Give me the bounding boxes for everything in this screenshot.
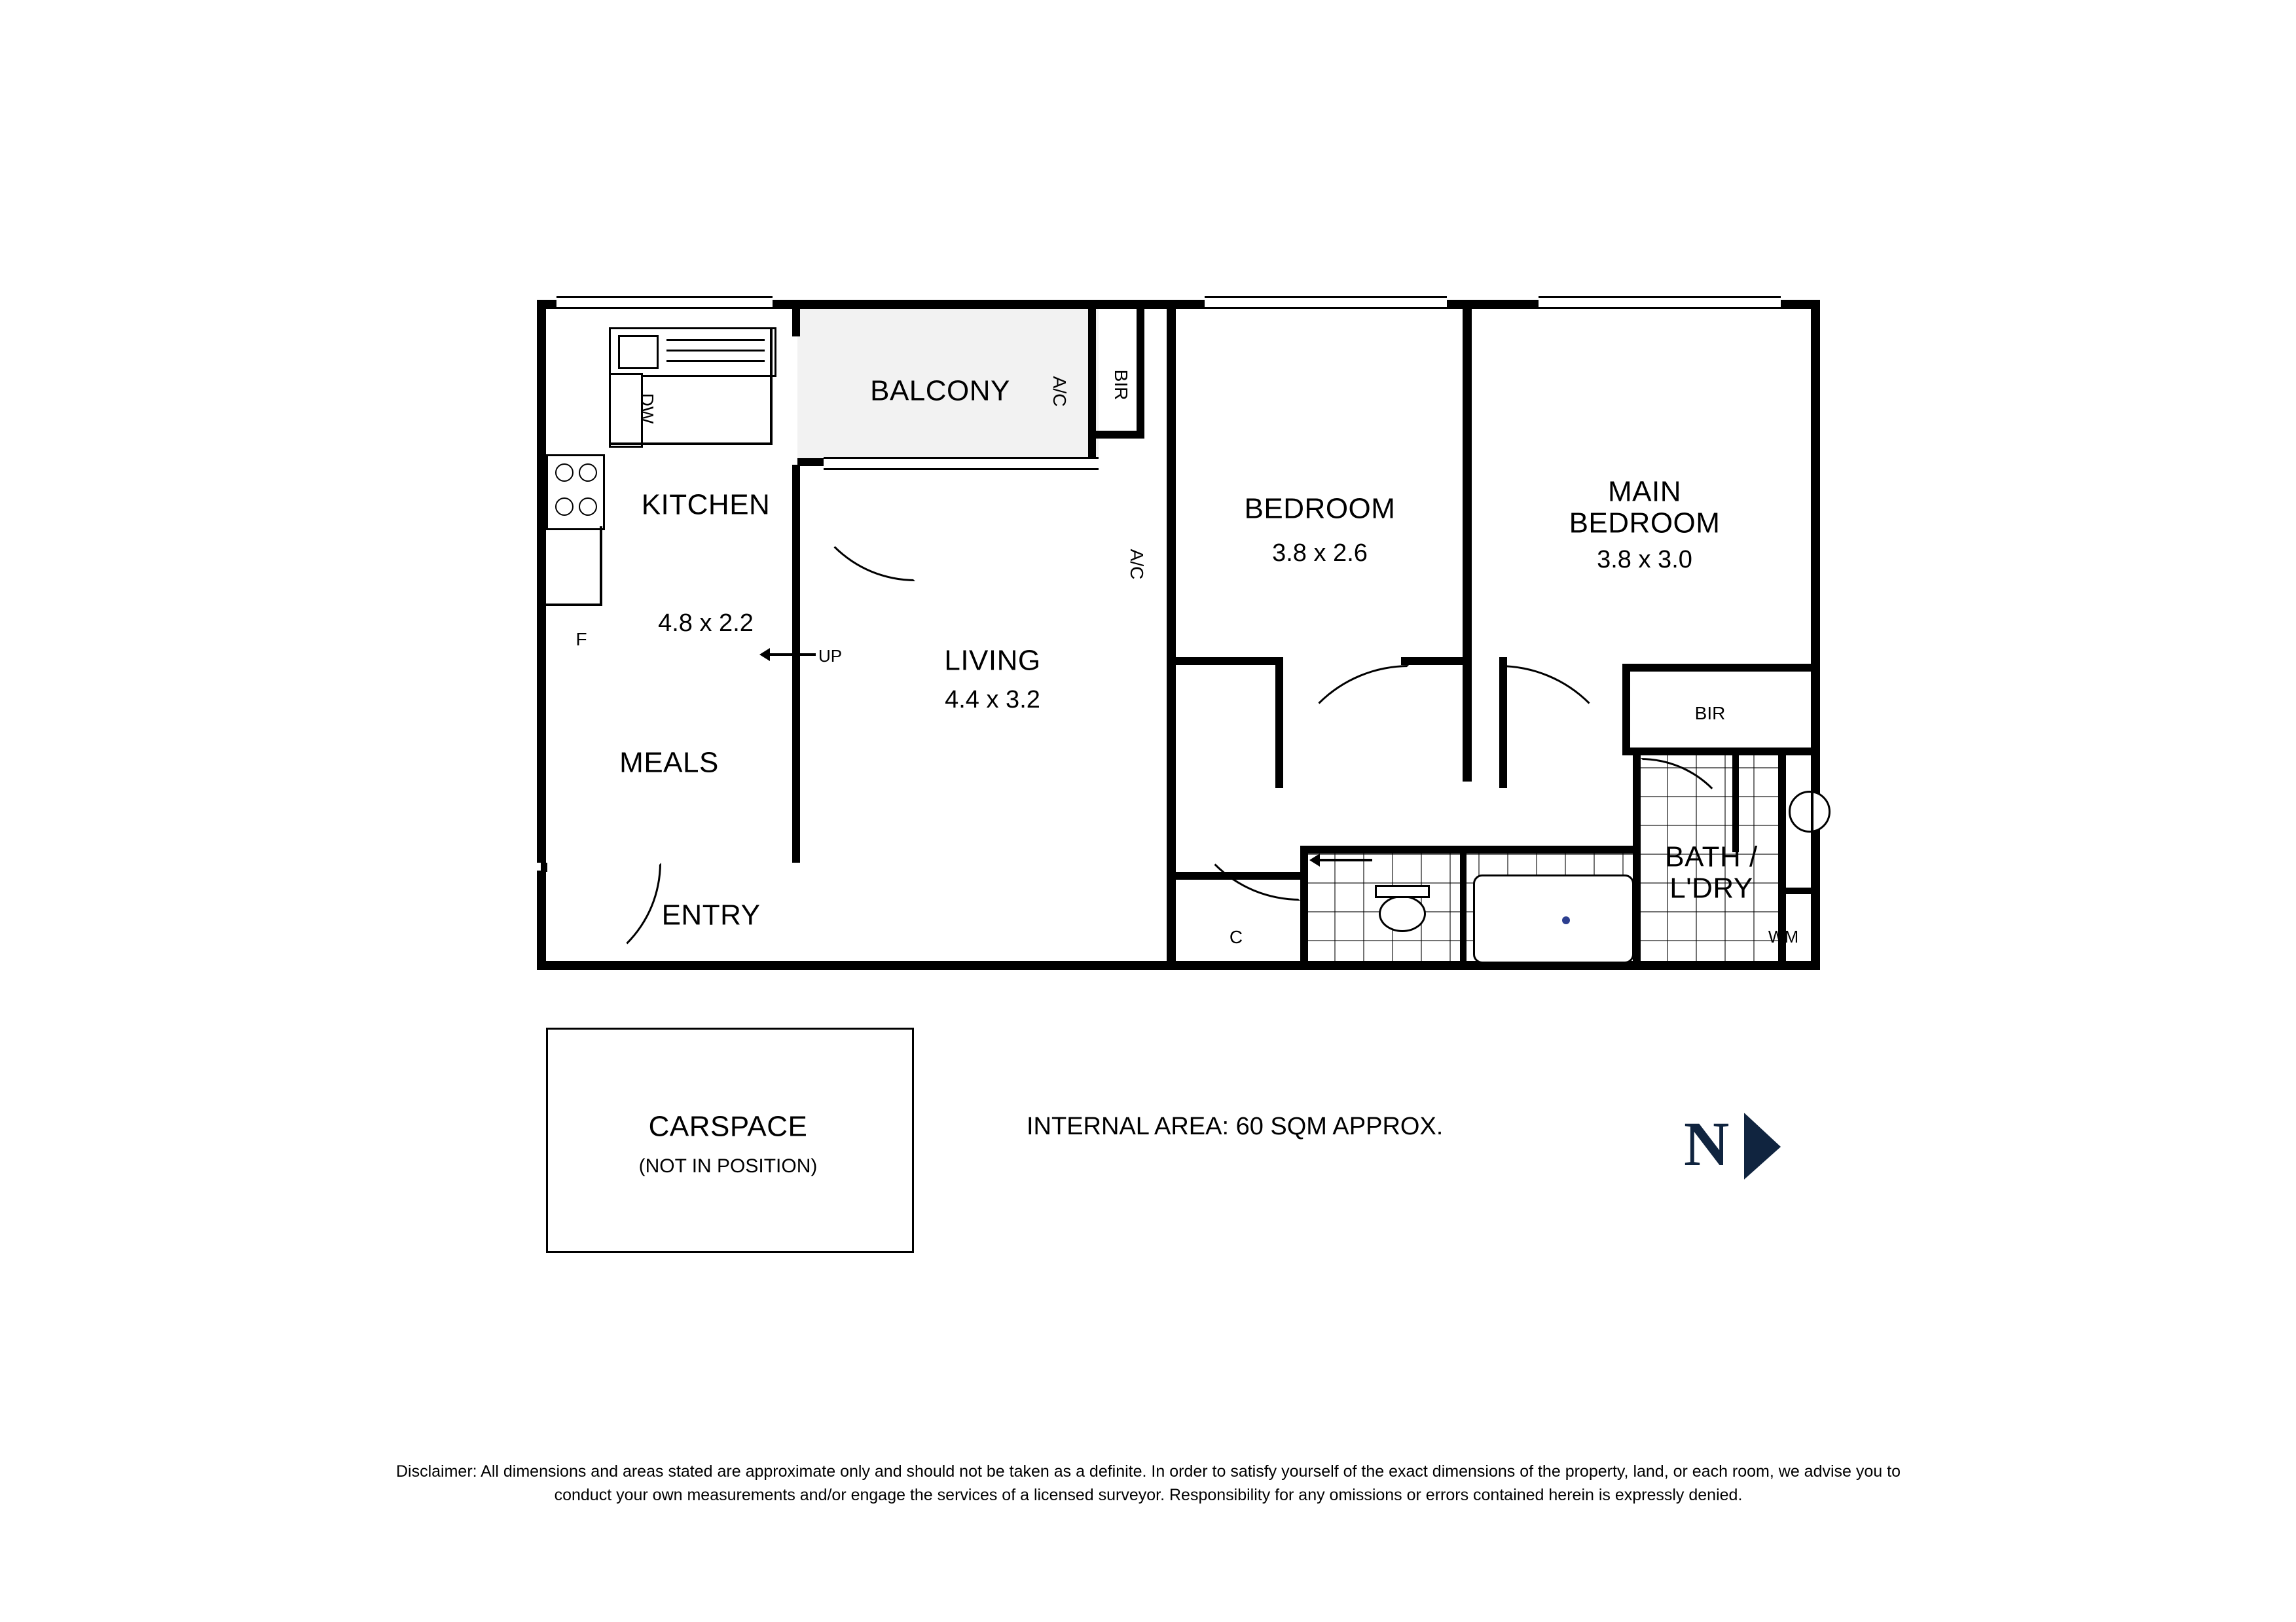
up-arrow-head bbox=[759, 648, 770, 661]
kitchen-sink-bowl bbox=[618, 335, 659, 369]
room-label-meals: MEALS bbox=[619, 746, 719, 779]
room-dim-bedroom: 3.8 x 2.6 bbox=[1272, 539, 1368, 568]
kitchen-bench-top-edge bbox=[609, 442, 773, 445]
north-label: N bbox=[1684, 1109, 1730, 1179]
living-door-swing bbox=[800, 466, 915, 581]
kitchen-sink-drain-2 bbox=[666, 350, 765, 351]
bir-label-main: BIR bbox=[1694, 702, 1726, 723]
cooktop-burner-3 bbox=[555, 497, 574, 516]
bir-label-top: BIR bbox=[1111, 369, 1132, 401]
wall-bir-main-left bbox=[1622, 664, 1630, 755]
wall-main-bedroom-bottom bbox=[1622, 664, 1812, 672]
wall-balcony-right bbox=[1088, 300, 1096, 465]
disclaimer-text: Disclaimer: All dimensions and areas stated are approximate only and should not be taken as a definite. In order to satisfy yourself of the exact dimensions of the property, land, or each room, we advise you to conduct your own measurements and/or engage the services of a licensed surveyor. Responsibility for any omissions or errors contained herein is expressly denied. bbox=[395, 1462, 1901, 1505]
entry-door-leaf bbox=[541, 863, 547, 872]
ac-label-balcony: A/C bbox=[1049, 376, 1070, 407]
kitchen-bench-edge bbox=[600, 526, 602, 605]
window-main-bedroom-top bbox=[1539, 296, 1781, 309]
wall-living-bedroom-lower bbox=[1167, 774, 1176, 970]
room-label-entry: ENTRY bbox=[661, 899, 761, 931]
main-bedroom-door-leaf bbox=[1499, 657, 1507, 788]
up-label: UP bbox=[818, 646, 843, 666]
bath-door-leaf bbox=[1732, 754, 1739, 852]
cooktop-burner-4 bbox=[579, 497, 597, 516]
wc-arrow-head bbox=[1309, 854, 1320, 867]
wall-wc-left bbox=[1300, 846, 1308, 970]
bedroom-door-leaf bbox=[1275, 657, 1283, 788]
wall-living-bedroom bbox=[1167, 300, 1176, 774]
room-dim-main-bedroom: 3.8 x 3.0 bbox=[1597, 546, 1692, 574]
wall-balcony-bottom-left bbox=[797, 458, 824, 466]
carspace-label: CARSPACE bbox=[648, 1110, 808, 1143]
wall-bedroom-main bbox=[1463, 300, 1472, 664]
window-kitchen-top bbox=[556, 296, 773, 309]
cooktop-burner-2 bbox=[579, 463, 597, 482]
exterior-wall-right bbox=[1811, 300, 1820, 970]
wall-wc-top bbox=[1300, 846, 1641, 854]
ac-label-bedroom: A/C bbox=[1127, 549, 1148, 580]
wall-wc-bath-sep bbox=[1460, 851, 1467, 970]
wall-bir-right bbox=[1137, 300, 1144, 439]
wall-bir-bottom bbox=[1088, 431, 1144, 439]
internal-area-text: INTERNAL AREA: 60 SQM APPROX. bbox=[1027, 1113, 1444, 1140]
up-arrow-line bbox=[765, 653, 816, 656]
bathtub bbox=[1473, 874, 1634, 964]
kitchen-sink-drain-3 bbox=[666, 360, 765, 362]
exterior-wall-left-lower bbox=[537, 871, 546, 970]
room-label-bath-line2: L'DRY bbox=[1669, 872, 1753, 905]
fridge-label: F bbox=[575, 628, 587, 649]
toilet-cistern bbox=[1375, 885, 1430, 898]
room-label-main-bedroom-line1: MAIN bbox=[1608, 475, 1681, 508]
wall-kitchen-living bbox=[792, 465, 800, 863]
vanity-edge bbox=[1811, 766, 1813, 851]
north-arrow bbox=[1684, 1109, 1828, 1191]
cupboard-label: C bbox=[1229, 926, 1243, 947]
room-label-bath-line1: BATH / bbox=[1665, 840, 1758, 873]
wall-bedroom-bottom-right bbox=[1401, 657, 1465, 665]
room-dim-living: 4.4 x 3.2 bbox=[945, 686, 1040, 714]
bedroom-door-swing bbox=[1281, 665, 1409, 793]
wc-arrow-line bbox=[1316, 859, 1372, 861]
kitchen-sink-drain-1 bbox=[666, 339, 765, 341]
room-label-balcony: BALCONY bbox=[870, 374, 1010, 407]
bathtub-plug bbox=[1562, 916, 1570, 924]
wall-kitchen-top-stub bbox=[792, 300, 800, 336]
room-label-kitchen: KITCHEN bbox=[641, 488, 771, 521]
room-dim-kitchen: 4.8 x 2.2 bbox=[658, 609, 754, 638]
wm-edge bbox=[1811, 910, 1813, 970]
exterior-wall-left bbox=[537, 300, 546, 863]
room-label-bedroom: BEDROOM bbox=[1244, 492, 1396, 525]
toilet-pan bbox=[1379, 895, 1426, 932]
wall-bedroom-main-lower bbox=[1463, 664, 1472, 782]
cooktop-burner-1 bbox=[555, 463, 574, 482]
carspace-note: (NOT IN POSITION) bbox=[638, 1155, 818, 1177]
wall-bedroom-bottom bbox=[1176, 657, 1281, 665]
north-arrow-icon bbox=[1740, 1110, 1786, 1182]
room-label-main-bedroom-line2: BEDROOM bbox=[1569, 507, 1721, 539]
vanity-basin bbox=[1789, 791, 1831, 833]
kitchen-bench-right-edge bbox=[770, 327, 773, 445]
dishwasher-label: DW bbox=[637, 393, 658, 424]
room-label-living: LIVING bbox=[944, 644, 1041, 677]
main-bedroom-door-swing bbox=[1499, 665, 1628, 793]
wall-wm-divider bbox=[1778, 888, 1820, 894]
hall-door-swing bbox=[1178, 779, 1300, 901]
kitchen-bench-end bbox=[546, 604, 602, 606]
washing-machine-label: WM bbox=[1768, 927, 1799, 947]
cooktop bbox=[546, 454, 605, 530]
window-bedroom-top bbox=[1205, 296, 1447, 309]
